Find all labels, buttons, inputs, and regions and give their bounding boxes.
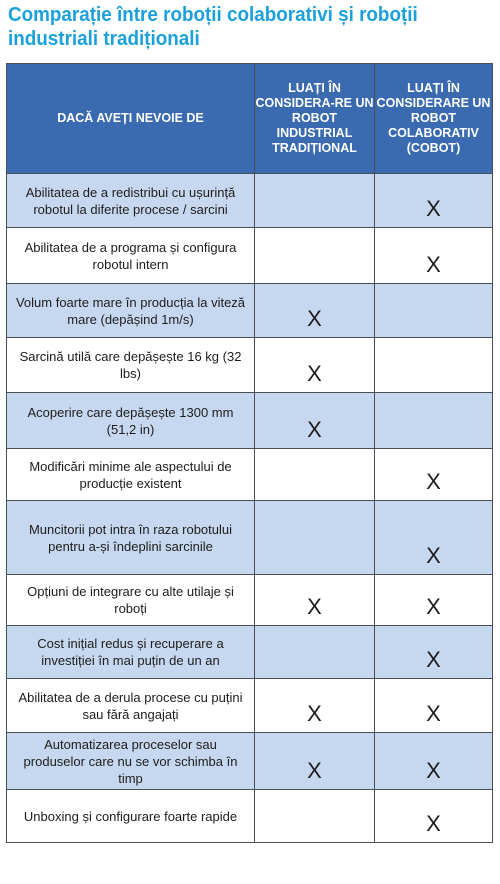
- cobot-mark: X: [375, 174, 493, 228]
- need-cell: Modificări minime ale aspectului de producție existent: [7, 449, 255, 501]
- traditional-robot-mark: [255, 790, 375, 843]
- cobot-mark: X: [375, 679, 493, 733]
- traditional-robot-mark: X: [255, 575, 375, 626]
- need-cell: Cost inițial redus și recuperare a investiției în mai puțin de un an: [7, 626, 255, 679]
- table-row: [7, 501, 493, 575]
- header-needs: DACĂ AVEȚI NEVOIE DE: [7, 64, 255, 174]
- table-row: [7, 733, 493, 790]
- need-cell: Volum foarte mare în producția la viteză mare (depășind 1m/s): [7, 284, 255, 338]
- traditional-robot-mark: [255, 449, 375, 501]
- header-row: [7, 64, 493, 174]
- cobot-mark: [375, 393, 493, 449]
- table-row: [7, 228, 493, 284]
- need-cell: Automatizarea proceselor sau produselor care nu se vor schimba în timp: [7, 733, 255, 790]
- cobot-mark: X: [375, 626, 493, 679]
- header-collaborative-robot: [375, 64, 493, 174]
- traditional-robot-mark: [255, 174, 375, 228]
- traditional-robot-mark: X: [255, 679, 375, 733]
- traditional-robot-mark: [255, 626, 375, 679]
- need-cell: Unboxing și configurare foarte rapide: [7, 790, 255, 843]
- cobot-mark: X: [375, 790, 493, 843]
- need-cell: Acoperire care depășește 1300 mm (51,2 in): [7, 393, 255, 449]
- need-cell: Abilitatea de a programa și configura robotul intern: [7, 228, 255, 284]
- need-cell: Muncitorii pot intra în raza robotului pentru a-și îndeplini sarcinile: [7, 501, 255, 575]
- cobot-mark: [375, 284, 493, 338]
- table-row: [7, 284, 493, 338]
- page-title: Comparație între roboții colaborativi și roboții industriali tradiționali: [8, 3, 418, 50]
- cobot-mark: X: [375, 228, 493, 284]
- cobot-mark: [375, 338, 493, 393]
- table-row: [7, 575, 493, 626]
- table-body: [7, 174, 493, 843]
- header-traditional-label: LUAȚI ÎN CONSIDERA-RE UN ROBOT INDUSTRIAL TRADIȚIONAL: [255, 81, 374, 155]
- table-row: [7, 626, 493, 679]
- need-cell: Abilitatea de a derula procese cu puțini sau fără angajați: [7, 679, 255, 733]
- traditional-robot-mark: X: [255, 284, 375, 338]
- table-row: [7, 679, 493, 733]
- need-cell: Opțiuni de integrare cu alte utilaje și roboți: [7, 575, 255, 626]
- table-row: [7, 790, 493, 843]
- need-cell: Sarcină utilă care depășește 16 kg (32 lbs): [7, 338, 255, 393]
- table-row: [7, 449, 493, 501]
- cobot-mark: X: [375, 575, 493, 626]
- header-cobot-label: LUAȚI ÎN CONSIDERARE UN ROBOT COLABORATIV (COBOT): [376, 81, 491, 155]
- traditional-robot-mark: X: [255, 338, 375, 393]
- cobot-mark: X: [375, 501, 493, 575]
- traditional-robot-mark: X: [255, 393, 375, 449]
- need-cell: Abilitatea de a redistribui cu ușurință robotul la diferite procese / sarcini: [7, 174, 255, 228]
- header-traditional-robot: [255, 64, 375, 174]
- table-row: [7, 338, 493, 393]
- table-row: [7, 393, 493, 449]
- traditional-robot-mark: [255, 228, 375, 284]
- cobot-mark: X: [375, 733, 493, 790]
- table-row: [7, 174, 493, 228]
- cobot-mark: X: [375, 449, 493, 501]
- traditional-robot-mark: [255, 501, 375, 575]
- traditional-robot-mark: X: [255, 733, 375, 790]
- comparison-table: [6, 63, 493, 843]
